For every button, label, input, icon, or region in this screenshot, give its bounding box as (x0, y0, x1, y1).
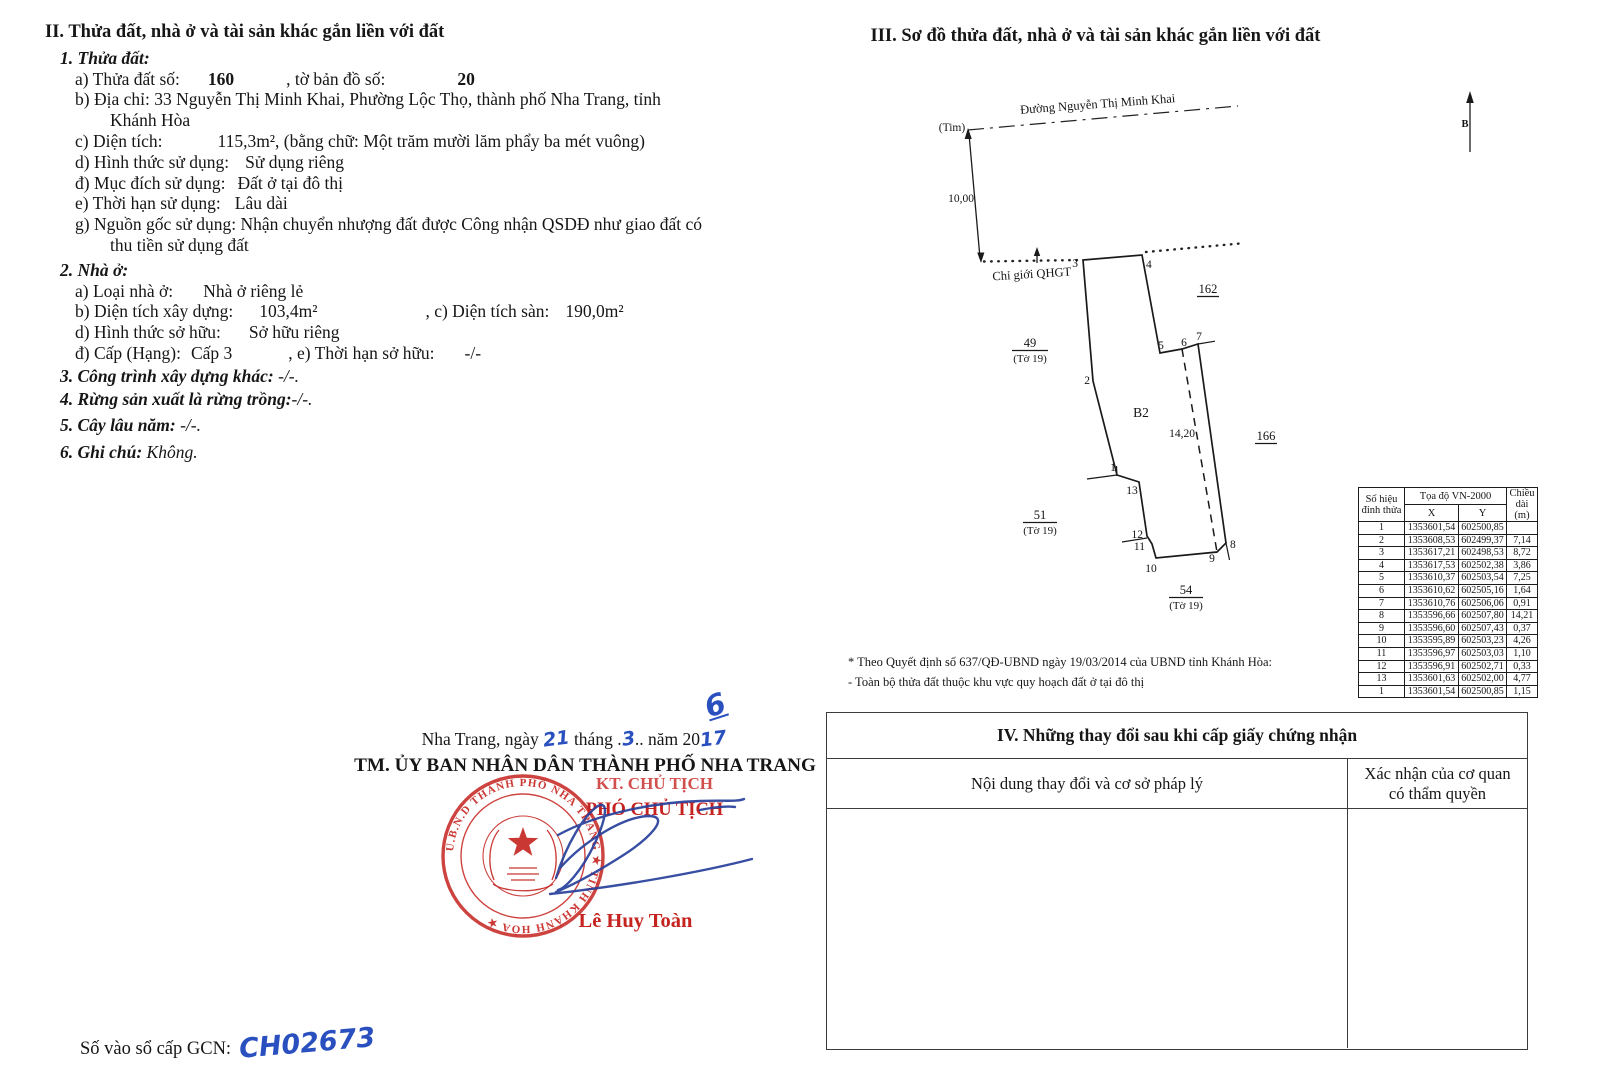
svg-text:9: 9 (1209, 553, 1215, 565)
blue-ink-signature (518, 778, 763, 908)
note-line-2: - Toàn bộ thửa đất thuộc khu vực quy hoạch đất ở tại đô thị (848, 675, 1145, 689)
section-3-title: III. Sơ đồ thửa đất, nhà ở và tài sản khác gắn liền với đất (870, 26, 1321, 46)
header-length: Chiều dài (m) (1507, 488, 1538, 522)
parcel-boundary (1083, 255, 1226, 558)
header-vertex-number: Số hiệu đỉnh thửa (1359, 488, 1405, 522)
svg-text:11: 11 (1133, 541, 1145, 553)
svg-text:(Tờ 19): (Tờ 19) (1169, 600, 1203, 612)
use-form-line: d) Hình thức sử dụng: Sử dụng riêng (75, 151, 345, 172)
handwritten-month: 3 (620, 727, 637, 751)
address-line: b) Địa chỉ: 33 Nguyễn Thị Minh Khai, Phường Lộc Thọ, thành phố Nha Trang, tỉnh Khánh Hòa (75, 89, 661, 131)
use-purpose-line: đ) Mục đích sử dụng: Đất ở tại đô thị (75, 172, 343, 193)
handwritten-day: 21 (541, 726, 571, 752)
svg-text:12: 12 (1131, 529, 1143, 541)
planning-arrow-head (1034, 247, 1040, 256)
handwritten-register-number: CH02673 (237, 1022, 377, 1065)
svg-text:13: 13 (1126, 485, 1138, 497)
sub1-title: 1. Thửa đất: (60, 47, 150, 68)
parcel-number-line (45, 69, 790, 90)
coordinate-rows (1359, 522, 1538, 698)
svg-text:49: 49 (1023, 336, 1037, 350)
svg-text:51: 51 (1033, 508, 1047, 522)
svg-text:162: 162 (1198, 282, 1218, 296)
authority-confirm-column (1348, 759, 1527, 1048)
changes-content-column (827, 759, 1348, 1048)
use-origin-line: g) Nguồn gốc sử dụng: Nhận chuyển nhượng đất được Công nhận QSDĐ như giao đất có thu tiền sử dụng đất (75, 214, 703, 255)
coordinate-row: 5 1353610,37 602503,54 7,25 (1359, 572, 1538, 585)
header-coordinates: Tọa độ VN-2000 (1405, 488, 1507, 505)
north-arrow (1461, 91, 1473, 152)
note-line-1: * Theo Quyết định số 637/QĐ-UBND ngày 19/03/2014 của UBND tỉnh Khánh Hòa: (848, 655, 1273, 669)
coordinate-row: 1 1353601,54 602500,85 1,15 (1359, 685, 1538, 698)
coordinate-row: 6 1353610,62 602505,16 1,64 (1359, 585, 1538, 598)
svg-text:1: 1 (1110, 462, 1116, 474)
svg-text:10: 10 (1145, 563, 1157, 575)
coordinate-row: 1 1353601,54 602500,85 (1359, 522, 1538, 535)
svg-text:(Tờ 19): (Tờ 19) (1023, 525, 1057, 537)
parcel-number-label: a) Thửa đất số: (75, 68, 180, 89)
house-type-line: a) Loại nhà ở: Nhà ở riêng lẻ (75, 280, 304, 301)
use-term-line: e) Thời hạn sử dụng: Lâu dài (75, 193, 288, 214)
svg-text:3: 3 (1072, 258, 1078, 270)
handwritten-mark: 6 (700, 685, 730, 725)
section-2-land-and-house-details (45, 22, 790, 463)
house-ownership-line: d) Hình thức sở hữu: Sở hữu riêng (75, 322, 340, 343)
signer-name: Lê Huy Toàn (578, 910, 693, 932)
coordinate-row: 11 1353596,97 602503,03 1,10 (1359, 647, 1538, 660)
svg-text:B: B (1461, 119, 1469, 130)
stamp-ring-text: U.B.N.D THÀNH PHỐ NHA TRANG ★ TỈNH KHÁNH HÒA ★ (444, 776, 603, 936)
section-4-changes-table (826, 712, 1528, 1050)
planning-boundary-left (984, 260, 1080, 262)
changes-content-header: Nội dung thay đổi và cơ sở pháp lý (827, 759, 1347, 809)
house-area-line: b) Diện tích xây dựng: 103,4m² , c) Diện tích sàn: 190,0m² (75, 301, 624, 322)
perennial-trees-line: 5. Cây lâu năm: -/-. (60, 415, 201, 436)
coordinate-row: 9 1353596,60 602507,43 0,37 (1359, 622, 1538, 635)
svg-text:8: 8 (1230, 539, 1236, 551)
coordinate-row: 3 1353617,21 602498,53 8,72 (1359, 547, 1538, 560)
svg-text:2: 2 (1084, 375, 1090, 387)
boundary-ticks (1087, 341, 1230, 560)
svg-text:6: 6 (1181, 337, 1187, 349)
setback-dimension-label: 10,00 (948, 193, 974, 205)
parcel-block-label: B2 (1133, 405, 1149, 420)
coordinate-row: 2 1353608,53 602499,37 7,14 (1359, 534, 1538, 547)
planning-boundary-label: Chỉ giới QHGT (991, 264, 1072, 284)
sub2-title: 2. Nhà ở: (60, 259, 129, 280)
vice-chairman-line: PHÓ CHỦ TỊCH (585, 800, 724, 820)
coordinate-row: 12 1353596,91 602502,71 0,33 (1359, 660, 1538, 673)
planning-decision-notes (848, 652, 1328, 692)
date-line: Nha Trang, ngày 21 tháng .3.. năm 2017 (421, 726, 728, 752)
production-forest-line: 4. Rừng sản xuất là rừng trồng:-/-. (60, 388, 313, 409)
authority-confirm-header: Xác nhận của cơ quan có thẩm quyền (1348, 759, 1527, 809)
parcel-number-value: 160 (207, 68, 235, 89)
header-x: X (1405, 505, 1459, 522)
header-y: Y (1459, 505, 1507, 522)
svg-text:5: 5 (1158, 340, 1164, 352)
road-name-label: Đường Nguyễn Thị Minh Khai (1019, 91, 1176, 117)
coordinate-row: 7 1353610,76 602506,06 0,91 (1359, 597, 1538, 610)
other-constructions-line: 3. Công trình xây dựng khác: -/-. (60, 365, 299, 386)
coordinate-row: 8 1353596,66 602507,80 14,21 (1359, 610, 1538, 623)
inner-dashed-line (1182, 349, 1217, 552)
section-4-title: IV. Những thay đổi sau khi cấp giấy chứng nhận (827, 713, 1527, 759)
svg-text:4: 4 (1146, 259, 1152, 271)
issuing-committee-line: TM. ỦY BAN NHÂN DÂN THÀNH PHỐ NHA TRANG (354, 755, 816, 776)
handwritten-year: 17 (698, 726, 728, 752)
svg-text:54: 54 (1179, 583, 1193, 597)
coordinate-row: 10 1353595,89 602503,23 4,26 (1359, 635, 1538, 648)
svg-text:7: 7 (1196, 331, 1202, 343)
kt-chairman-line: KT. CHỦ TỊCH (596, 774, 713, 793)
coordinate-row: 4 1353617,53 602502,38 3,86 (1359, 559, 1538, 572)
certificate-register-number-line (80, 1022, 377, 1065)
coordinate-row: 13 1353601,63 602502,00 4,77 (1359, 673, 1538, 686)
map-sheet-label: , tờ bản đồ số: (286, 68, 386, 89)
area-line: c) Diện tích: 115,3m², (bằng chữ: Một trăm mười lăm phẩy ba mét vuông) (75, 130, 645, 151)
notes-line: 6. Ghi chú: Không. (60, 442, 198, 463)
inner-dimension-label: 14,20 (1169, 428, 1195, 440)
vertex-coordinate-table (1358, 487, 1538, 698)
planning-boundary-right (1146, 244, 1240, 253)
vertex-labels (1072, 258, 1236, 575)
svg-text:(Tờ 19): (Tờ 19) (1013, 353, 1047, 365)
register-number-label: Số vào sổ cấp GCN: (80, 1039, 232, 1059)
map-sheet-value: 20 (457, 68, 475, 89)
house-grade-line: đ) Cấp (Hạng): Cấp 3 , e) Thời hạn sở hữu: -/- (75, 342, 482, 363)
svg-text:166: 166 (1256, 429, 1276, 443)
section-2-title: II. Thửa đất, nhà ở và tài sản khác gắn liền với đất (45, 22, 445, 42)
road-tim-label: (Tim) (938, 122, 966, 134)
